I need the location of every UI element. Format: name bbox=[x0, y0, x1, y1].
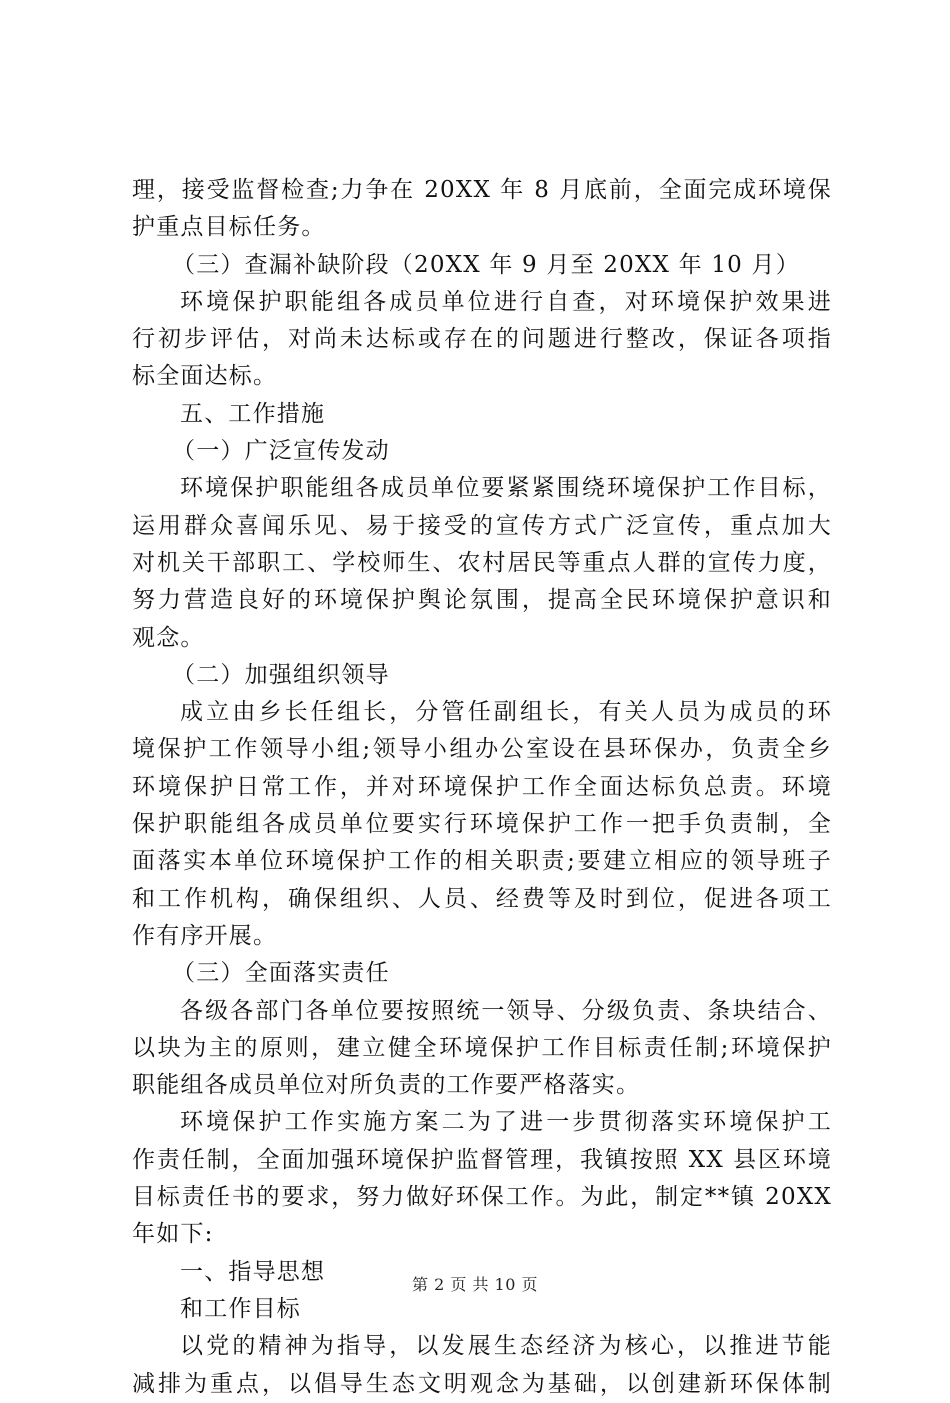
text-line: 各级各部门各单位要按照统一领导、分级负责、条块结合、 bbox=[180, 997, 832, 1024]
text-line: 对机关干部职工、学校师生、农村居民等重点人群的宣传力度， bbox=[132, 549, 832, 576]
text-line: 以党的精神为指导，以发展生态经济为核心，以推进节能 bbox=[180, 1333, 832, 1360]
text-line: 作责任制，全面加强环境保护监督管理，我镇按照 XX 县区环境 bbox=[132, 1146, 832, 1173]
section-heading: 一、指导思想 bbox=[180, 1258, 326, 1285]
text-line: 面落实本单位环境保护工作的相关职责;要建立相应的领导班子 bbox=[132, 848, 832, 875]
section-heading: （二）加强组织领导 bbox=[172, 661, 390, 688]
text-line: 环境保护日常工作，并对环境保护工作全面达标负总责。环境 bbox=[132, 773, 832, 800]
text-line: 保护职能组各成员单位要实行环境保护工作一把手负责制，全 bbox=[132, 811, 832, 838]
text-line: 目标责任书的要求，努力做好环保工作。为此，制定**镇 20XX bbox=[132, 1184, 832, 1211]
text-line: 理，接受监督检查;力争在 20XX 年 8 月底前，全面完成环境保 bbox=[132, 177, 832, 203]
document-body bbox=[132, 172, 832, 1403]
text-line: 标全面达标。 bbox=[132, 363, 278, 390]
text-line: 观念。 bbox=[132, 624, 205, 651]
text-line: 年如下: bbox=[132, 1221, 214, 1248]
page-number-footer: 第 2 页 共 10 页 bbox=[412, 1275, 538, 1294]
text-line: 职能组各成员单位对所负责的工作要严格落实。 bbox=[132, 1072, 641, 1099]
text-line: 成立由乡长任组长，分管任副组长，有关人员为成员的环 bbox=[180, 699, 832, 726]
section-heading: 五、工作措施 bbox=[180, 400, 326, 427]
text-line: 行初步评估，对尚未达标或存在的问题进行整改，保证各项指 bbox=[132, 326, 832, 353]
text-line: 环境保护职能组各成员单位进行自查，对环境保护效果进 bbox=[180, 288, 832, 315]
section-heading: （三）全面落实责任 bbox=[172, 960, 390, 987]
text-line: 减排为重点，以倡导生态文明观念为基础，以创建新环保体制 bbox=[132, 1370, 832, 1397]
text-line: 作有序开展。 bbox=[132, 922, 278, 949]
text-line: 境保护工作领导小组;领导小组办公室设在县环保办，负责全乡 bbox=[132, 736, 832, 763]
text-line: 环境保护职能组各成员单位要紧紧围绕环境保护工作目标， bbox=[180, 475, 832, 502]
text-line: 环境保护工作实施方案二为了进一步贯彻落实环境保护工 bbox=[180, 1109, 832, 1136]
section-heading: （三）查漏补缺阶段（20XX 年 9 月至 20XX 年 10 月） bbox=[172, 251, 800, 278]
text-line: 护重点目标任务。 bbox=[132, 214, 326, 241]
text-line: 和工作机构，确保组织、人员、经费等及时到位，促进各项工 bbox=[132, 885, 832, 912]
text-line: 运用群众喜闻乐见、易于接受的宣传方式广泛宣传，重点加大 bbox=[132, 512, 832, 539]
text-line: 和工作目标 bbox=[180, 1295, 301, 1322]
section-heading: （一）广泛宣传发动 bbox=[172, 438, 390, 465]
text-line: 努力营造良好的环境保护舆论氛围，提高全民环境保护意识和 bbox=[132, 587, 832, 614]
text-line: 以块为主的原则，建立健全环境保护工作目标责任制;环境保护 bbox=[132, 1034, 832, 1061]
